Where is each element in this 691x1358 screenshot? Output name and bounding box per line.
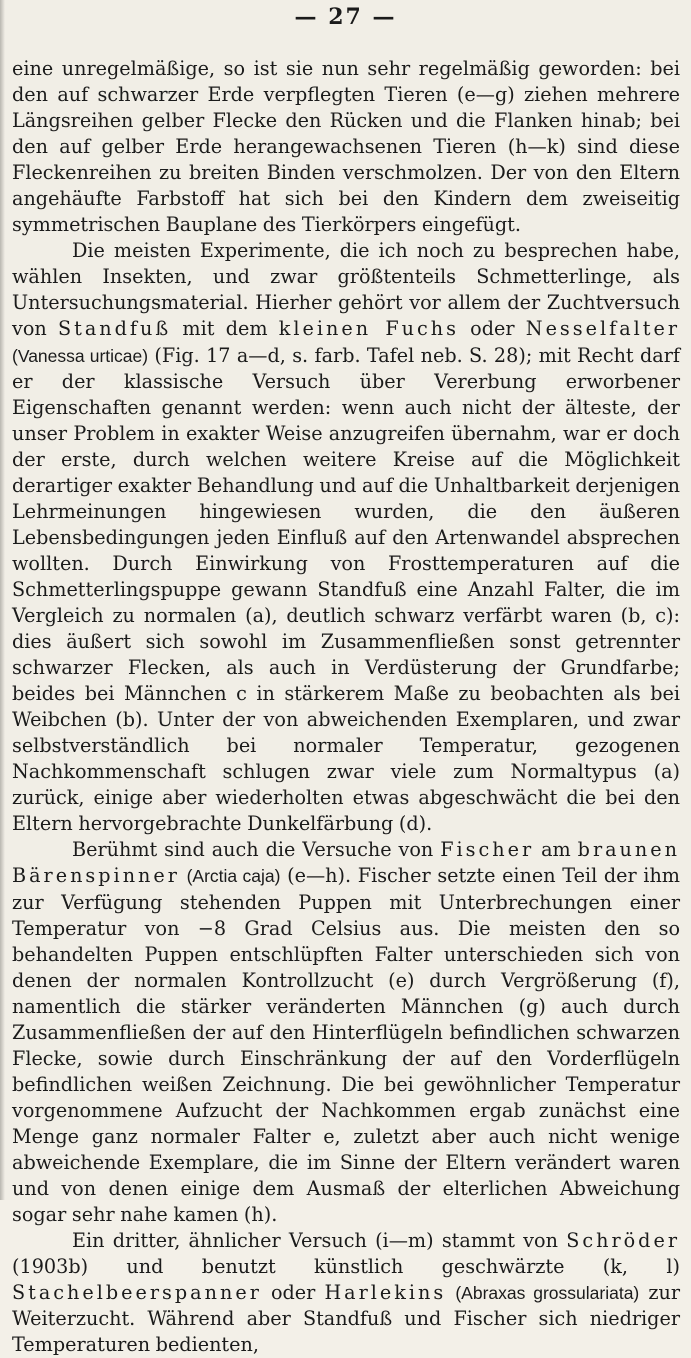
author-standfuss: Standfuß (57, 317, 172, 341)
paragraph-4-text-0: Ein dritter, ähnlicher Versuch (i—m) stammt von (72, 1229, 567, 1253)
species-nesselfalter: Nesselfalter (525, 317, 681, 341)
paragraph-3-text-6: (e—h). Fischer setzte einen Teil der ihm zur Verfügung stehenden Puppen mit Unterbrechungen einer Temperatur von −8 Grad Celsius aus. Die meisten den so behandelten Puppen entschlüpften Falter unterschieden sich von denen der normalen Kontrollzucht (e) durch Vergrößerung (f), namentlich die stärker veränderten Männchen (g) auch durch Zusammenfließen der auf den Hinterflügeln befindlichen schwarzen Flecke, sowie durch Einschränkung der auf den Vorderflügeln befindlichen weißen Zeichnung. Die bei gewöhnlicher Temperatur vorgenommene Aufzucht der Nachkommen ergab zunächst eine Menge ganz normaler Falter e, zuletzt aber auch nicht wenige abweichende Exemplare, die im Sinne der Eltern verändert waren und von denen einige dem Ausmaß der elterlichen Abweichung sogar sehr nahe kamen (h). (12, 864, 680, 1227)
paragraph-3 (12, 837, 680, 1228)
author-schroeder: Schröder (566, 1229, 680, 1253)
paragraph-4 (12, 1228, 680, 1358)
paragraph-2-text-8: (Fig. 17 a—d, s. farb. Tafel neb. S. 28); mit Recht darf er der klassische Versuch über Vererbung erworbener Eigenschaften genannt werden: wenn auch nicht der älteste, der unser Problem in exakter Weise anzugreifen übernahm, war er doch der erste, durch welchen weitere Kreise auf die Möglichkeit derartiger exakter Behandlung und auf die Unhaltbarkeit derjenigen Lehrmeinungen hingewiesen wurden, die den äußeren Lebensbedingungen jeden Einfluß auf den Artenwandel absprechen wollten. Durch Einwirkung von Frosttemperaturen auf die Schmetterlingspuppe gewann Standfuß eine Anzahl Falter, die im Vergleich zu normalen (a), deutlich schwarz verfärbt waren (b, c): dies äußert sich sowohl im Zusammenfließen sonst getrennter schwarzer Flecken, als auch in Verdüsterung der Grundfarbe; beides bei Männchen c in stärkerem Maße zu beobachten als bei Weibchen (b). Unter der von abweichenden Exemplaren, und zwar selbstverständlich bei normaler Temperatur, gezogenen Nachkommenschaft schlugen zwar viele zum Normaltypus (a) zurück, einige aber wiederholten etwas abgeschwächt die bei den Eltern hervorgebrachte Dunkelfärbung (d). (12, 343, 680, 836)
scan-shadow-edge (0, 0, 5, 1200)
paragraph-4-text-8: zur Weiterzucht. Während aber Standfuß und Fischer sich niedriger Temperaturen bedienten, (12, 1281, 681, 1357)
species-brauner-baerenspinner: braunen Bärenspinner (12, 838, 680, 888)
page-body-text (12, 56, 680, 1358)
paragraph-3-text-2: am (534, 838, 578, 862)
latin-abraxas-grossulariata: (Abraxas grossulariata) (455, 1283, 640, 1304)
paragraph-2-text-2: mit dem (171, 317, 279, 341)
author-fischer: Fischer (440, 838, 535, 862)
latin-arctia-caja: (Arctia caja) (186, 866, 281, 887)
species-stachelbeerspanner: Stachelbeerspanner (12, 1281, 262, 1305)
species-kleiner-fuchs: kleinen Fuchs (278, 317, 459, 341)
page-number: — 27 — (294, 4, 397, 30)
paragraph-3-text-4 (180, 864, 187, 887)
paragraph-2 (12, 238, 680, 837)
paragraph-4-text-2: (1903b) und benutzt künstlich geschwärzte (k, l) (12, 1255, 680, 1279)
paragraph-2-text-0: Die meisten Experimente, die ich noch zu besprechen habe, wählen Insekten, und zwar größtenteils Schmetterlinge, als Untersuchungsmaterial. Hierher gehört vor allem der Zuchtversuch von (12, 239, 680, 341)
species-harlekin: Harlekins (324, 1281, 447, 1305)
paragraph-4-text-4: oder (261, 1281, 325, 1305)
latin-vanessa-urticae: (Vanessa urticae) (12, 345, 149, 366)
paragraph-4-text-6 (446, 1281, 455, 1304)
paragraph-1-text: eine unregelmäßige, so ist sie nun sehr regelmäßig geworden: bei den auf schwarzer Erde verpflegten Tieren (e—g) ziehen mehrere Längsreihen gelber Flecke den Rücken und die Flanken hinab; bei den auf gelber Erde herangewachsenen Tieren (h—k) sind diese Fleckenreihen zu breiten Binden verschmolzen. Der von den Eltern angehäufte Farbstoff hat sich bei den Kindern dem zweiseitig symmetrischen Bauplane des Tierkörpers eingefügt. (12, 57, 680, 237)
paragraph-2-text-4: oder (458, 317, 526, 341)
paragraph-3-text-0: Berühmt sind auch die Versuche von (72, 838, 441, 862)
paragraph-1 (12, 56, 680, 238)
